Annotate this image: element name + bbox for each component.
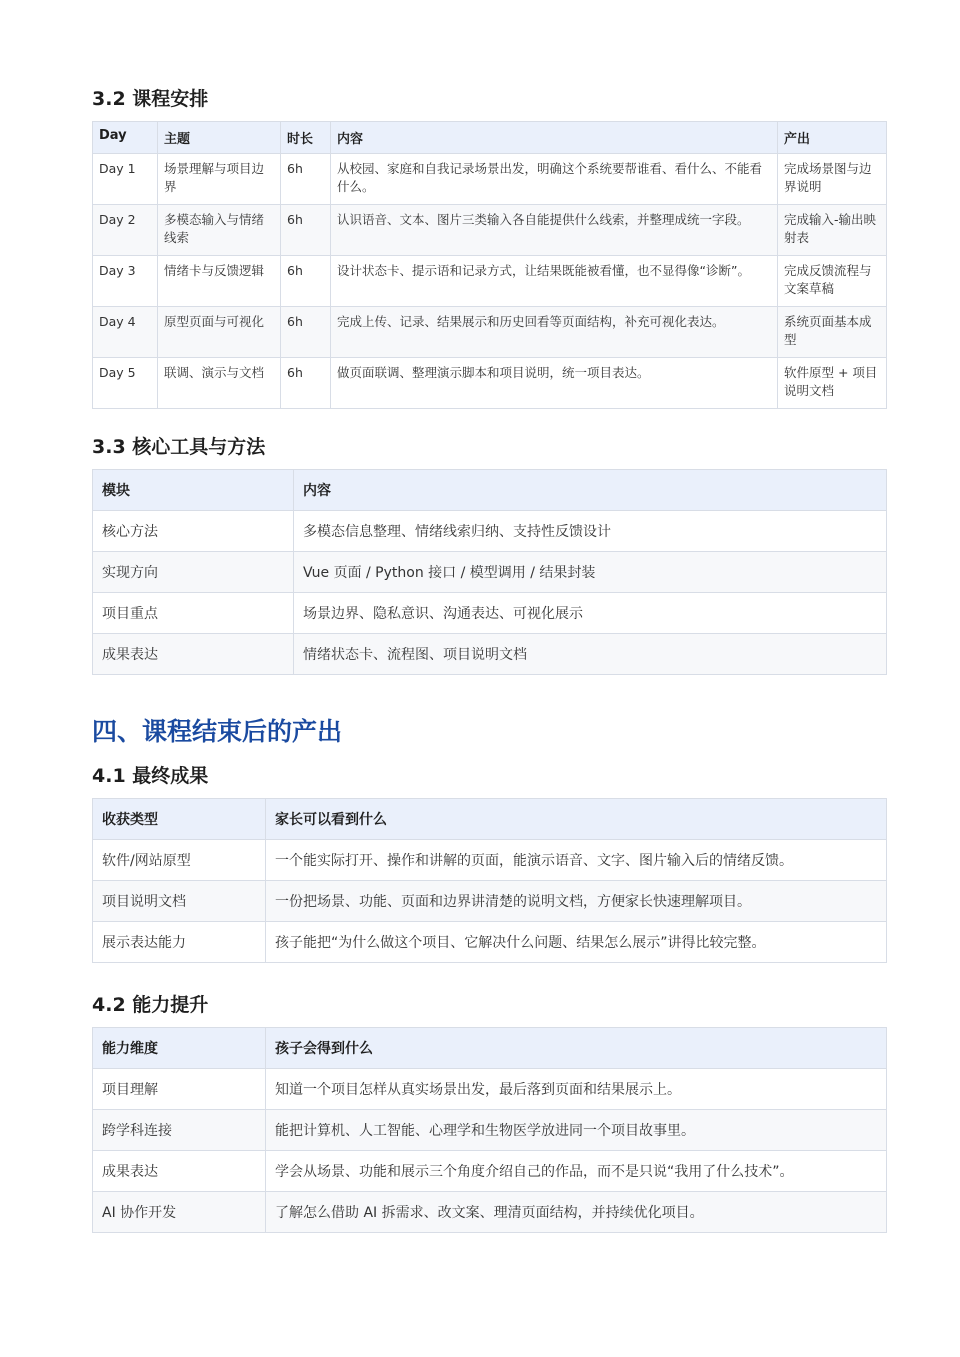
schedule-heading: 3.2 课程安排 (92, 88, 209, 110)
day-cell: Day 5 (93, 358, 158, 409)
content-cell: 从校园、家庭和自我记录场景出发，明确这个系统要帮谁看、看什么、不能看什么。 (331, 154, 778, 205)
duration-cell: 6h (281, 358, 331, 409)
content-cell: 认识语音、文本、图片三类输入各自能提供什么线索，并整理成统一字段。 (331, 205, 778, 256)
content-cell: 场景边界、隐私意识、沟通表达、可视化展示 (294, 593, 887, 634)
header-cell: 时长 (281, 122, 331, 154)
results-table (92, 798, 887, 963)
duration-cell: 6h (281, 307, 331, 358)
content-cell: 多模态信息整理、情绪线索归纳、支持性反馈设计 (294, 511, 887, 552)
topic-cell: 原型页面与可视化 (158, 307, 281, 358)
table-row (93, 593, 887, 634)
day-cell: Day 2 (93, 205, 158, 256)
table-row (93, 1110, 887, 1151)
content-cell: 做页面联调、整理演示脚本和项目说明，统一项目表达。 (331, 358, 778, 409)
description-cell: 了解怎么借助 AI 拆需求、改文案、理清页面结构，并持续优化项目。 (266, 1192, 887, 1233)
header-cell: 内容 (331, 122, 778, 154)
results-heading: 4.1 最终成果 (92, 765, 209, 787)
output-cell: 完成反馈流程与文案草稿 (778, 256, 887, 307)
table-row (93, 511, 887, 552)
header-cell: 家长可以看到什么 (266, 799, 887, 840)
table-header-row (93, 1028, 887, 1069)
table-row (93, 552, 887, 593)
table-row (93, 307, 887, 358)
content-cell: 完成上传、记录、结果展示和历史回看等页面结构，补充可视化表达。 (331, 307, 778, 358)
header-cell: 内容 (294, 470, 887, 511)
day-cell: Day 1 (93, 154, 158, 205)
output-cell: 完成场景图与边界说明 (778, 154, 887, 205)
tools-table (92, 469, 887, 675)
header-cell: 模块 (93, 470, 294, 511)
ability-cell: 成果表达 (93, 1151, 266, 1192)
table-row (93, 840, 887, 881)
table-row (93, 154, 887, 205)
description-cell: 孩子能把“为什么做这个项目、它解决什么问题、结果怎么展示”讲得比较完整。 (266, 922, 887, 963)
table-row (93, 922, 887, 963)
table-row (93, 1069, 887, 1110)
header-cell: Day (93, 122, 158, 154)
header-cell: 主题 (158, 122, 281, 154)
description-cell: 一个能实际打开、操作和讲解的页面，能演示语音、文字、图片输入后的情绪反馈。 (266, 840, 887, 881)
topic-cell: 情绪卡与反馈逻辑 (158, 256, 281, 307)
topic-cell: 联调、演示与文档 (158, 358, 281, 409)
output-cell: 系统页面基本成型 (778, 307, 887, 358)
duration-cell: 6h (281, 256, 331, 307)
abilities-heading: 4.2 能力提升 (92, 994, 209, 1016)
header-cell: 能力维度 (93, 1028, 266, 1069)
topic-cell: 多模态输入与情绪线索 (158, 205, 281, 256)
description-cell: 能把计算机、人工智能、心理学和生物医学放进同一个项目故事里。 (266, 1110, 887, 1151)
header-cell: 孩子会得到什么 (266, 1028, 887, 1069)
gain-type-cell: 项目说明文档 (93, 881, 266, 922)
content-cell: 设计状态卡、提示语和记录方式，让结果既能被看懂，也不显得像“诊断”。 (331, 256, 778, 307)
header-cell: 收获类型 (93, 799, 266, 840)
section-four-heading: 四、课程结束后的产出 (92, 717, 343, 746)
output-cell: 软件原型 + 项目说明文档 (778, 358, 887, 409)
module-cell: 核心方法 (93, 511, 294, 552)
schedule-table (92, 121, 887, 409)
ability-cell: 跨学科连接 (93, 1110, 266, 1151)
table-row (93, 881, 887, 922)
output-cell: 完成输入-输出映射表 (778, 205, 887, 256)
gain-type-cell: 软件/网站原型 (93, 840, 266, 881)
day-cell: Day 3 (93, 256, 158, 307)
description-cell: 知道一个项目怎样从真实场景出发，最后落到页面和结果展示上。 (266, 1069, 887, 1110)
ability-cell: AI 协作开发 (93, 1192, 266, 1233)
duration-cell: 6h (281, 205, 331, 256)
abilities-table (92, 1027, 887, 1233)
description-cell: 一份把场景、功能、页面和边界讲清楚的说明文档，方便家长快速理解项目。 (266, 881, 887, 922)
gain-type-cell: 展示表达能力 (93, 922, 266, 963)
table-row (93, 634, 887, 675)
content-cell: Vue 页面 / Python 接口 / 模型调用 / 结果封装 (294, 552, 887, 593)
table-header-row (93, 470, 887, 511)
table-row (93, 358, 887, 409)
table-row (93, 1192, 887, 1233)
tools-heading: 3.3 核心工具与方法 (92, 436, 266, 458)
module-cell: 项目重点 (93, 593, 294, 634)
module-cell: 实现方向 (93, 552, 294, 593)
day-cell: Day 4 (93, 307, 158, 358)
table-header-row (93, 122, 887, 154)
module-cell: 成果表达 (93, 634, 294, 675)
table-header-row (93, 799, 887, 840)
table-row (93, 205, 887, 256)
content-cell: 情绪状态卡、流程图、项目说明文档 (294, 634, 887, 675)
topic-cell: 场景理解与项目边界 (158, 154, 281, 205)
table-row (93, 256, 887, 307)
table-row (93, 1151, 887, 1192)
duration-cell: 6h (281, 154, 331, 205)
ability-cell: 项目理解 (93, 1069, 266, 1110)
header-cell: 产出 (778, 122, 887, 154)
description-cell: 学会从场景、功能和展示三个角度介绍自己的作品，而不是只说“我用了什么技术”。 (266, 1151, 887, 1192)
